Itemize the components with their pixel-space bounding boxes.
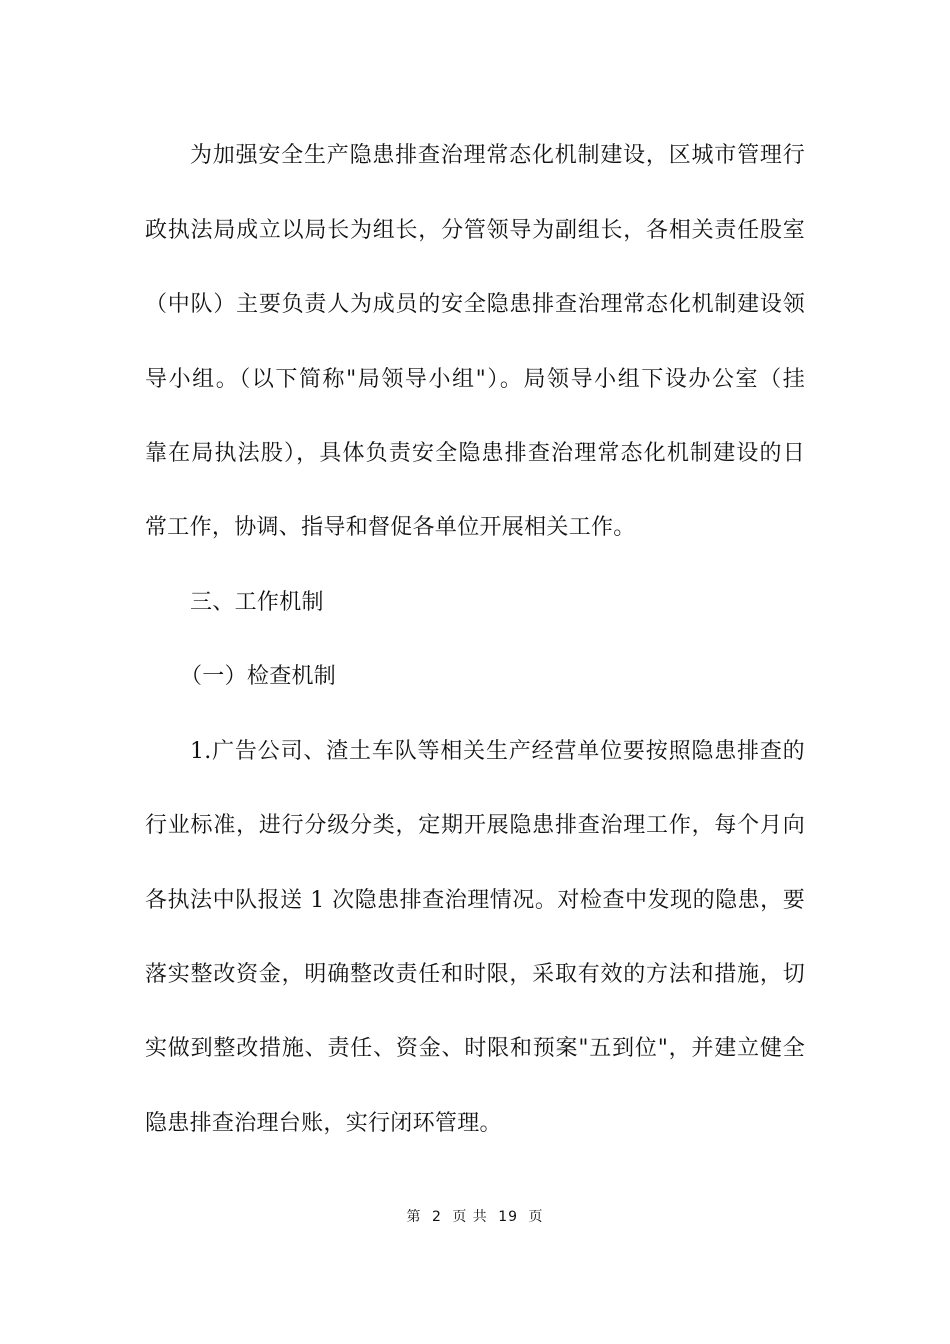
paragraph-2-line-2: 行业标准，进行分级分类，定期开展隐患排查治理工作，每个月向	[145, 813, 805, 838]
paragraph-1-line-1: 为加强安全生产隐患排查治理常态化机制建设，区城市管理行	[190, 143, 805, 168]
footer-suffix: 页	[528, 1209, 544, 1225]
footer-current-page: 2	[431, 1209, 442, 1225]
page-number-footer	[0, 1208, 950, 1226]
paragraph-2-line-3: 各执法中队报送 1 次隐患排查治理情况。对检查中发现的隐患，要	[145, 888, 805, 913]
paragraph-2-line-5: 实做到整改措施、责任、资金、时限和预案"五到位"，并建立健全	[145, 1036, 805, 1061]
footer-middle: 页 共	[452, 1209, 488, 1225]
section-heading: 三、工作机制	[190, 590, 324, 615]
paragraph-1-line-3: （中队）主要负责人为成员的安全隐患排查治理常态化机制建设领	[145, 292, 805, 317]
paragraph-2-line-1: 1.广告公司、渣土车队等相关生产经营单位要按照隐患排查的	[190, 739, 805, 764]
paragraph-1-line-2: 政执法局成立以局长为组长，分管领导为副组长，各相关责任股室	[145, 218, 805, 243]
paragraph-1-line-4: 导小组。（以下简称"局领导小组"）。局领导小组下设办公室（挂	[145, 367, 805, 392]
paragraph-2-line-6: 隐患排查治理台账，实行闭环管理。	[145, 1111, 502, 1136]
footer-prefix: 第	[406, 1209, 422, 1225]
paragraph-1-line-5: 靠在局执法股），具体负责安全隐患排查治理常态化机制建设的日	[145, 441, 805, 466]
paragraph-2-line-4: 落实整改资金，明确整改责任和时限，采取有效的方法和措施，切	[145, 962, 805, 987]
footer-total-pages: 19	[498, 1209, 519, 1225]
paragraph-1-line-6: 常工作，协调、指导和督促各单位开展相关工作。	[145, 515, 636, 540]
subsection-heading: （一）检查机制	[180, 664, 337, 689]
